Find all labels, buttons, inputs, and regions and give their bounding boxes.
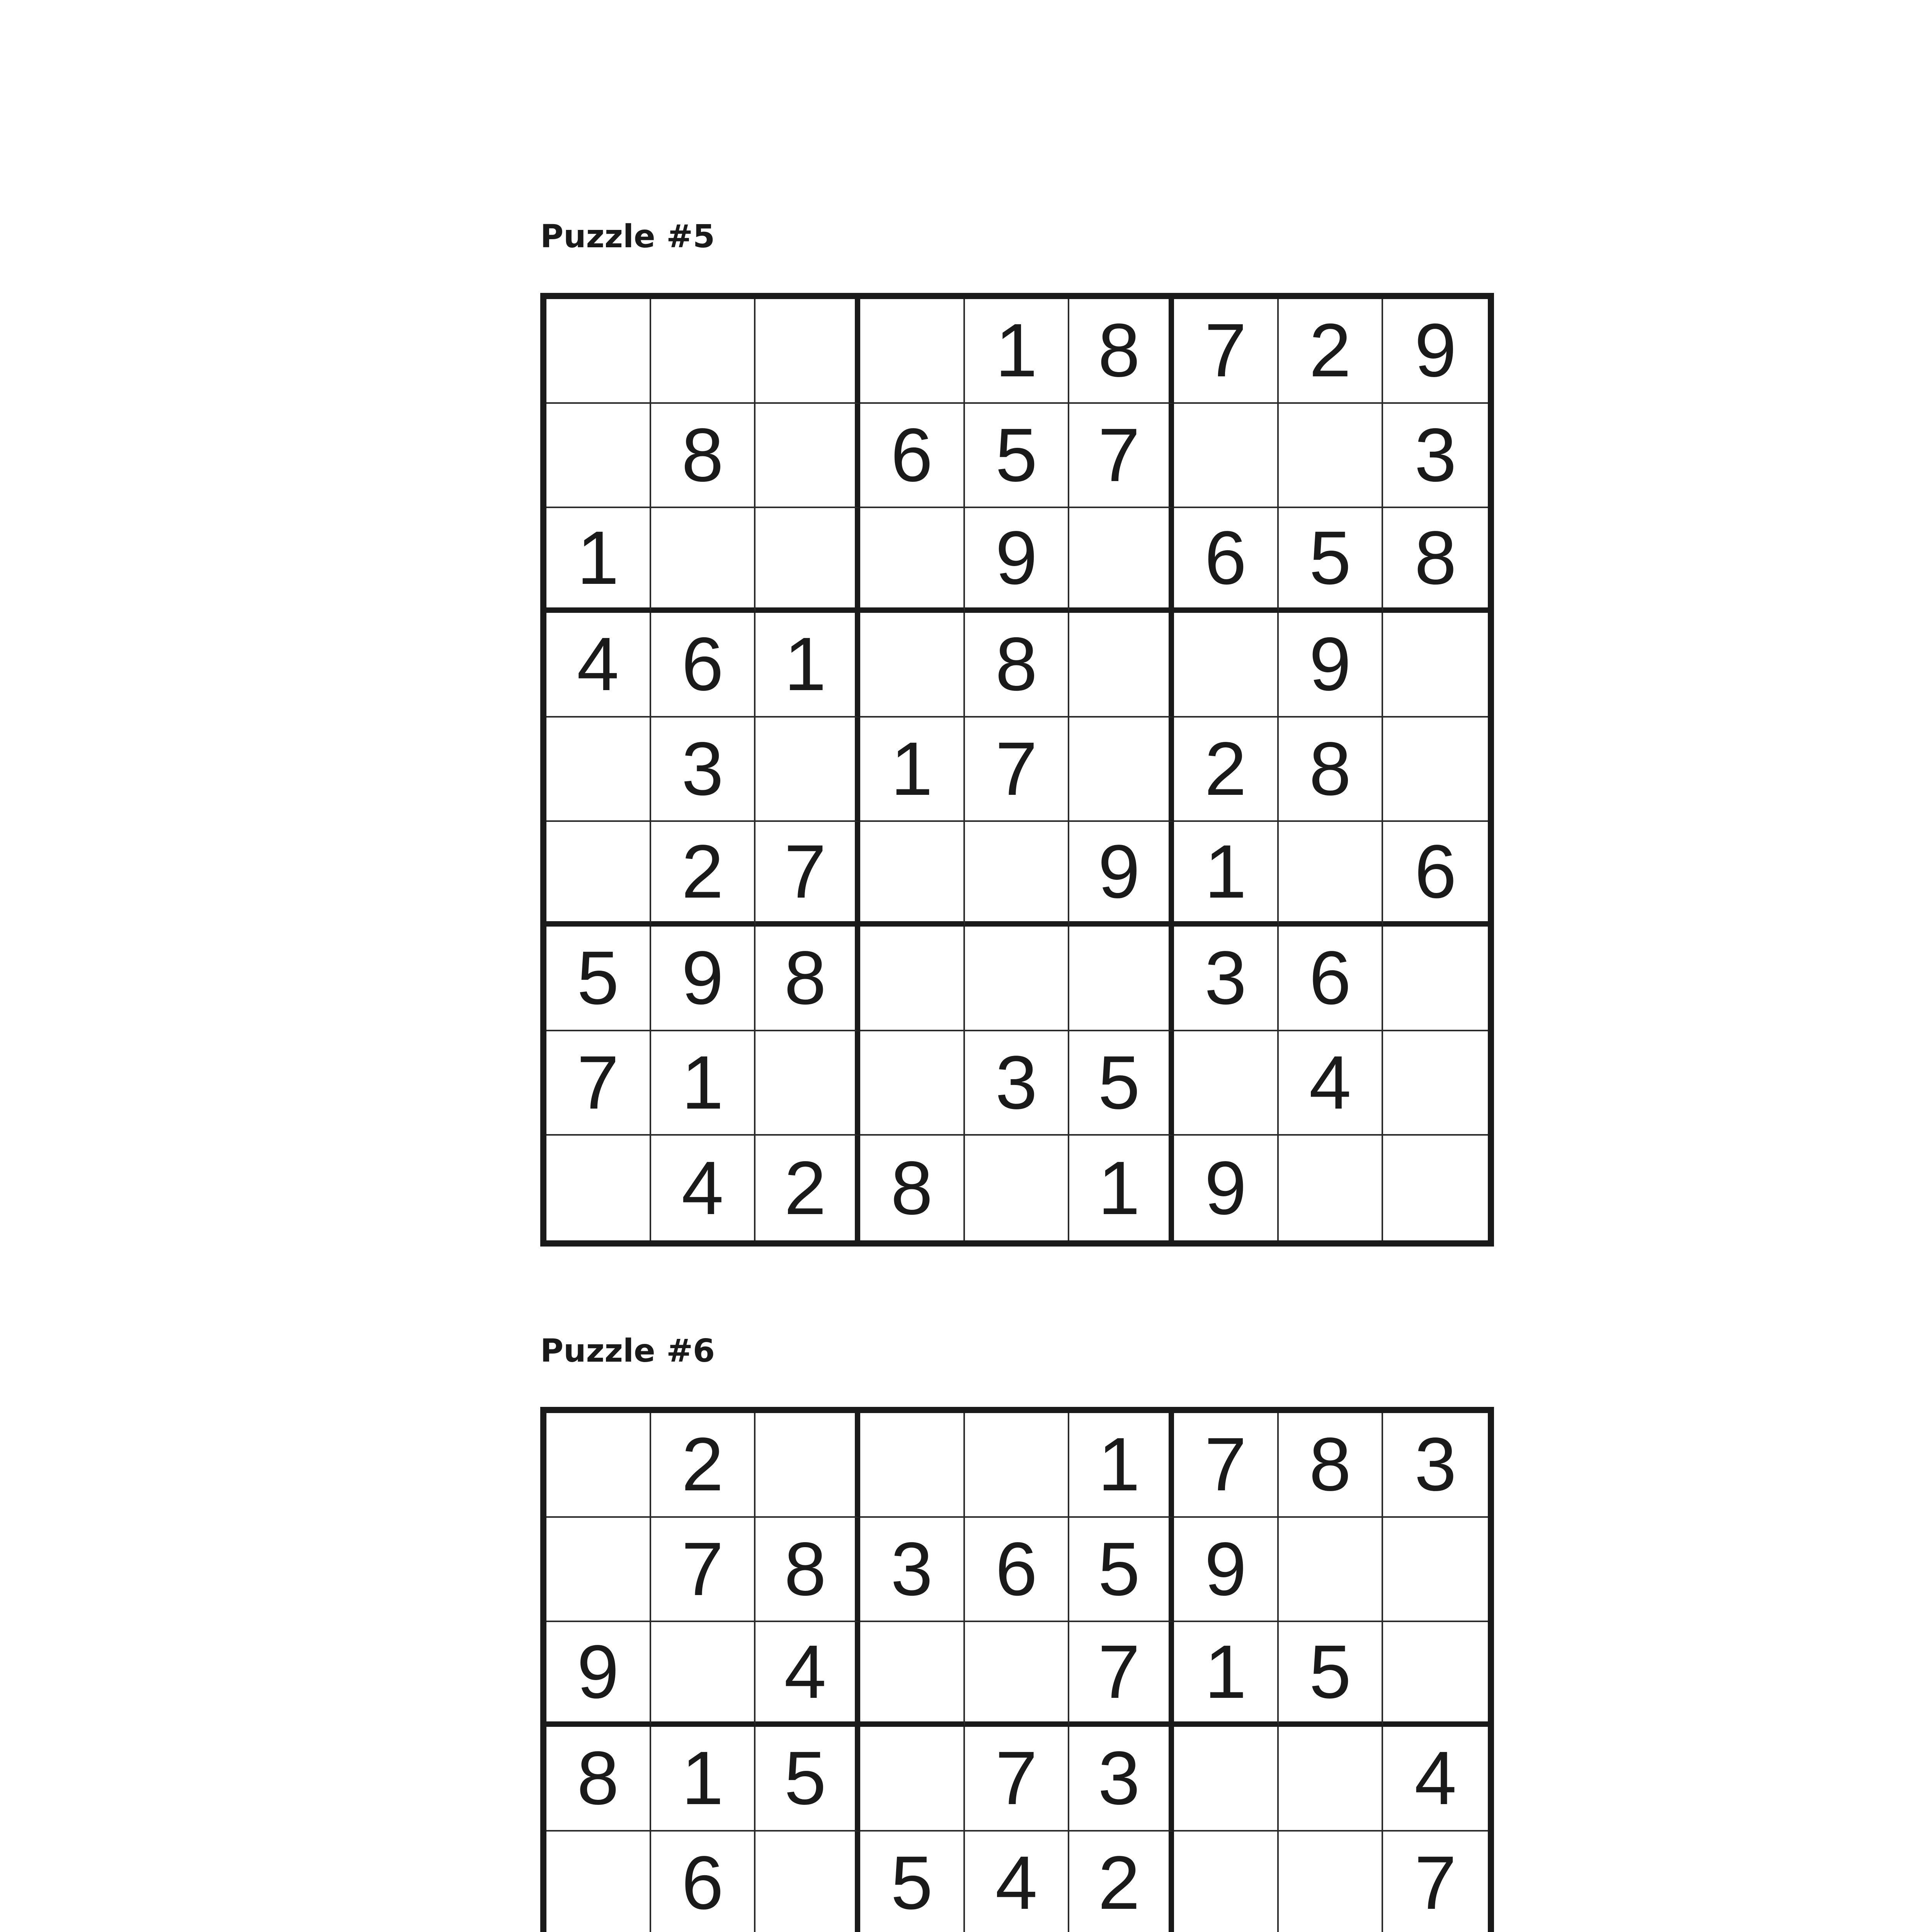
given-cell: 1 [756, 613, 860, 718]
given-cell: 7 [1383, 1832, 1488, 1932]
given-cell: 3 [651, 718, 756, 822]
given-cell: 9 [1174, 1518, 1279, 1622]
given-cell: 3 [1069, 1727, 1174, 1832]
given-cell: 1 [651, 1031, 756, 1136]
empty-cell[interactable] [1174, 1832, 1279, 1932]
empty-cell[interactable] [860, 822, 965, 927]
given-cell: 4 [756, 1622, 860, 1727]
empty-cell[interactable] [1069, 927, 1174, 1031]
given-cell: 7 [1069, 1622, 1174, 1727]
empty-cell[interactable] [860, 613, 965, 718]
given-cell: 7 [1069, 404, 1174, 509]
empty-cell[interactable] [1279, 1518, 1383, 1622]
given-cell: 4 [651, 1136, 756, 1240]
empty-cell[interactable] [965, 822, 1070, 927]
given-cell: 9 [1069, 822, 1174, 927]
given-cell: 7 [756, 822, 860, 927]
given-cell: 5 [756, 1727, 860, 1832]
empty-cell[interactable] [1383, 613, 1488, 718]
empty-cell[interactable] [651, 508, 756, 613]
empty-cell[interactable] [546, 404, 651, 509]
given-cell: 8 [965, 613, 1070, 718]
given-cell: 3 [1383, 404, 1488, 509]
given-cell: 9 [1383, 299, 1488, 404]
given-cell: 7 [651, 1518, 756, 1622]
empty-cell[interactable] [1279, 1832, 1383, 1932]
empty-cell[interactable] [1069, 718, 1174, 822]
given-cell: 8 [651, 404, 756, 509]
given-cell: 6 [651, 613, 756, 718]
given-cell: 9 [1279, 613, 1383, 718]
given-cell: 5 [1069, 1031, 1174, 1136]
given-cell: 5 [546, 927, 651, 1031]
given-cell: 1 [651, 1727, 756, 1832]
puzzle-6-title: Puzzle #6 [540, 1333, 715, 1369]
empty-cell[interactable] [965, 1413, 1070, 1518]
given-cell: 2 [1174, 718, 1279, 822]
puzzle-5-title: Puzzle #5 [540, 218, 715, 255]
empty-cell[interactable] [1279, 1136, 1383, 1240]
given-cell: 3 [1383, 1413, 1488, 1518]
empty-cell[interactable] [546, 1136, 651, 1240]
given-cell: 8 [756, 1518, 860, 1622]
given-cell: 6 [965, 1518, 1070, 1622]
empty-cell[interactable] [1383, 1136, 1488, 1240]
given-cell: 8 [546, 1727, 651, 1832]
given-cell: 2 [651, 822, 756, 927]
given-cell: 6 [651, 1832, 756, 1932]
given-cell: 4 [546, 613, 651, 718]
empty-cell[interactable] [1279, 1727, 1383, 1832]
given-cell: 5 [965, 404, 1070, 509]
given-cell: 1 [860, 718, 965, 822]
empty-cell[interactable] [756, 1031, 860, 1136]
empty-cell[interactable] [860, 299, 965, 404]
given-cell: 9 [651, 927, 756, 1031]
given-cell: 8 [1279, 1413, 1383, 1518]
given-cell: 8 [756, 927, 860, 1031]
empty-cell[interactable] [756, 404, 860, 509]
given-cell: 7 [965, 1727, 1070, 1832]
given-cell: 7 [546, 1031, 651, 1136]
empty-cell[interactable] [1279, 404, 1383, 509]
empty-cell[interactable] [965, 927, 1070, 1031]
given-cell: 8 [1279, 718, 1383, 822]
empty-cell[interactable] [546, 1413, 651, 1518]
given-cell: 4 [1383, 1727, 1488, 1832]
given-cell: 2 [651, 1413, 756, 1518]
empty-cell[interactable] [860, 1622, 965, 1727]
given-cell: 8 [860, 1136, 965, 1240]
given-cell: 6 [860, 404, 965, 509]
given-cell: 7 [965, 718, 1070, 822]
empty-cell[interactable] [1069, 508, 1174, 613]
given-cell: 5 [860, 1832, 965, 1932]
given-cell: 5 [1069, 1518, 1174, 1622]
given-cell: 9 [965, 508, 1070, 613]
puzzle-6-board [540, 1407, 1494, 1932]
given-cell: 4 [1279, 1031, 1383, 1136]
empty-cell[interactable] [1383, 927, 1488, 1031]
empty-cell[interactable] [860, 508, 965, 613]
empty-cell[interactable] [546, 1518, 651, 1622]
given-cell: 7 [1174, 1413, 1279, 1518]
empty-cell[interactable] [651, 1622, 756, 1727]
given-cell: 3 [860, 1518, 965, 1622]
given-cell: 2 [756, 1136, 860, 1240]
empty-cell[interactable] [1069, 613, 1174, 718]
given-cell: 1 [1069, 1136, 1174, 1240]
puzzle-5-board [540, 293, 1494, 1247]
given-cell: 7 [1174, 299, 1279, 404]
empty-cell[interactable] [546, 822, 651, 927]
empty-cell[interactable] [965, 1136, 1070, 1240]
given-cell: 8 [1383, 508, 1488, 613]
given-cell: 5 [1279, 508, 1383, 613]
empty-cell[interactable] [860, 1031, 965, 1136]
given-cell: 3 [965, 1031, 1070, 1136]
given-cell: 4 [965, 1832, 1070, 1932]
empty-cell[interactable] [1383, 1518, 1488, 1622]
empty-cell[interactable] [546, 718, 651, 822]
given-cell: 8 [1069, 299, 1174, 404]
empty-cell[interactable] [756, 508, 860, 613]
empty-cell[interactable] [1174, 1031, 1279, 1136]
given-cell: 1 [965, 299, 1070, 404]
given-cell: 2 [1279, 299, 1383, 404]
empty-cell[interactable] [1174, 1727, 1279, 1832]
empty-cell[interactable] [756, 1413, 860, 1518]
empty-cell[interactable] [965, 1622, 1070, 1727]
empty-cell[interactable] [860, 1413, 965, 1518]
given-cell: 1 [546, 508, 651, 613]
given-cell: 6 [1279, 927, 1383, 1031]
given-cell: 1 [1174, 822, 1279, 927]
empty-cell[interactable] [860, 1727, 965, 1832]
empty-cell[interactable] [1383, 1031, 1488, 1136]
empty-cell[interactable] [756, 718, 860, 822]
given-cell: 9 [546, 1622, 651, 1727]
given-cell: 2 [1069, 1832, 1174, 1932]
given-cell: 1 [1174, 1622, 1279, 1727]
empty-cell[interactable] [1174, 404, 1279, 509]
empty-cell[interactable] [756, 299, 860, 404]
empty-cell[interactable] [546, 1832, 651, 1932]
given-cell: 6 [1383, 822, 1488, 927]
empty-cell[interactable] [1383, 1622, 1488, 1727]
given-cell: 5 [1279, 1622, 1383, 1727]
empty-cell[interactable] [651, 299, 756, 404]
empty-cell[interactable] [756, 1832, 860, 1932]
empty-cell[interactable] [546, 299, 651, 404]
given-cell: 6 [1174, 508, 1279, 613]
empty-cell[interactable] [1174, 613, 1279, 718]
given-cell: 3 [1174, 927, 1279, 1031]
given-cell: 1 [1069, 1413, 1174, 1518]
empty-cell[interactable] [1279, 822, 1383, 927]
empty-cell[interactable] [1383, 718, 1488, 822]
empty-cell[interactable] [860, 927, 965, 1031]
given-cell: 9 [1174, 1136, 1279, 1240]
